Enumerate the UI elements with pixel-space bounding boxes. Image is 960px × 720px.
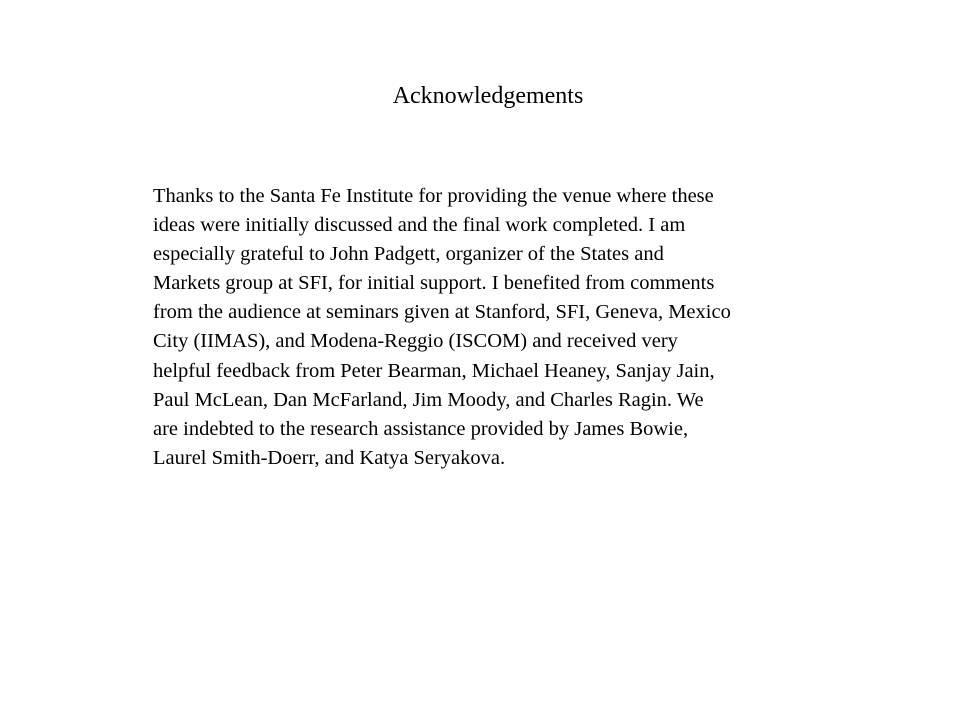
paragraph-line: Thanks to the Santa Fe Institute for providing the venue where these xyxy=(153,185,714,207)
paragraph-line: Laurel Smith-Doerr, and Katya Seryakova. xyxy=(153,446,506,469)
acknowledgements-paragraph xyxy=(153,182,853,473)
paragraph-line: from the audience at seminars given at Stanford, SFI, Geneva, Mexico xyxy=(153,301,731,324)
paragraph-line: Markets group at SFI, for initial support. I benefited from comments xyxy=(153,272,715,295)
paragraph-line: are indebted to the research assistance provided by James Bowie, xyxy=(153,417,689,440)
paragraph-line: especially grateful to John Padgett, organizer of the States and xyxy=(153,243,664,266)
paragraph-line: Paul McLean, Dan McFarland, Jim Moody, and Charles Ragin. We xyxy=(153,388,704,411)
page-title: Acknowledgements xyxy=(392,83,584,109)
paragraph-line: ideas were initially discussed and the final work completed. I am xyxy=(153,214,686,237)
paragraph-line: City (IIMAS), and Modena-Reggio (ISCOM) and received very xyxy=(153,330,678,353)
paragraph-line: helpful feedback from Peter Bearman, Michael Heaney, Sanjay Jain, xyxy=(153,359,715,382)
